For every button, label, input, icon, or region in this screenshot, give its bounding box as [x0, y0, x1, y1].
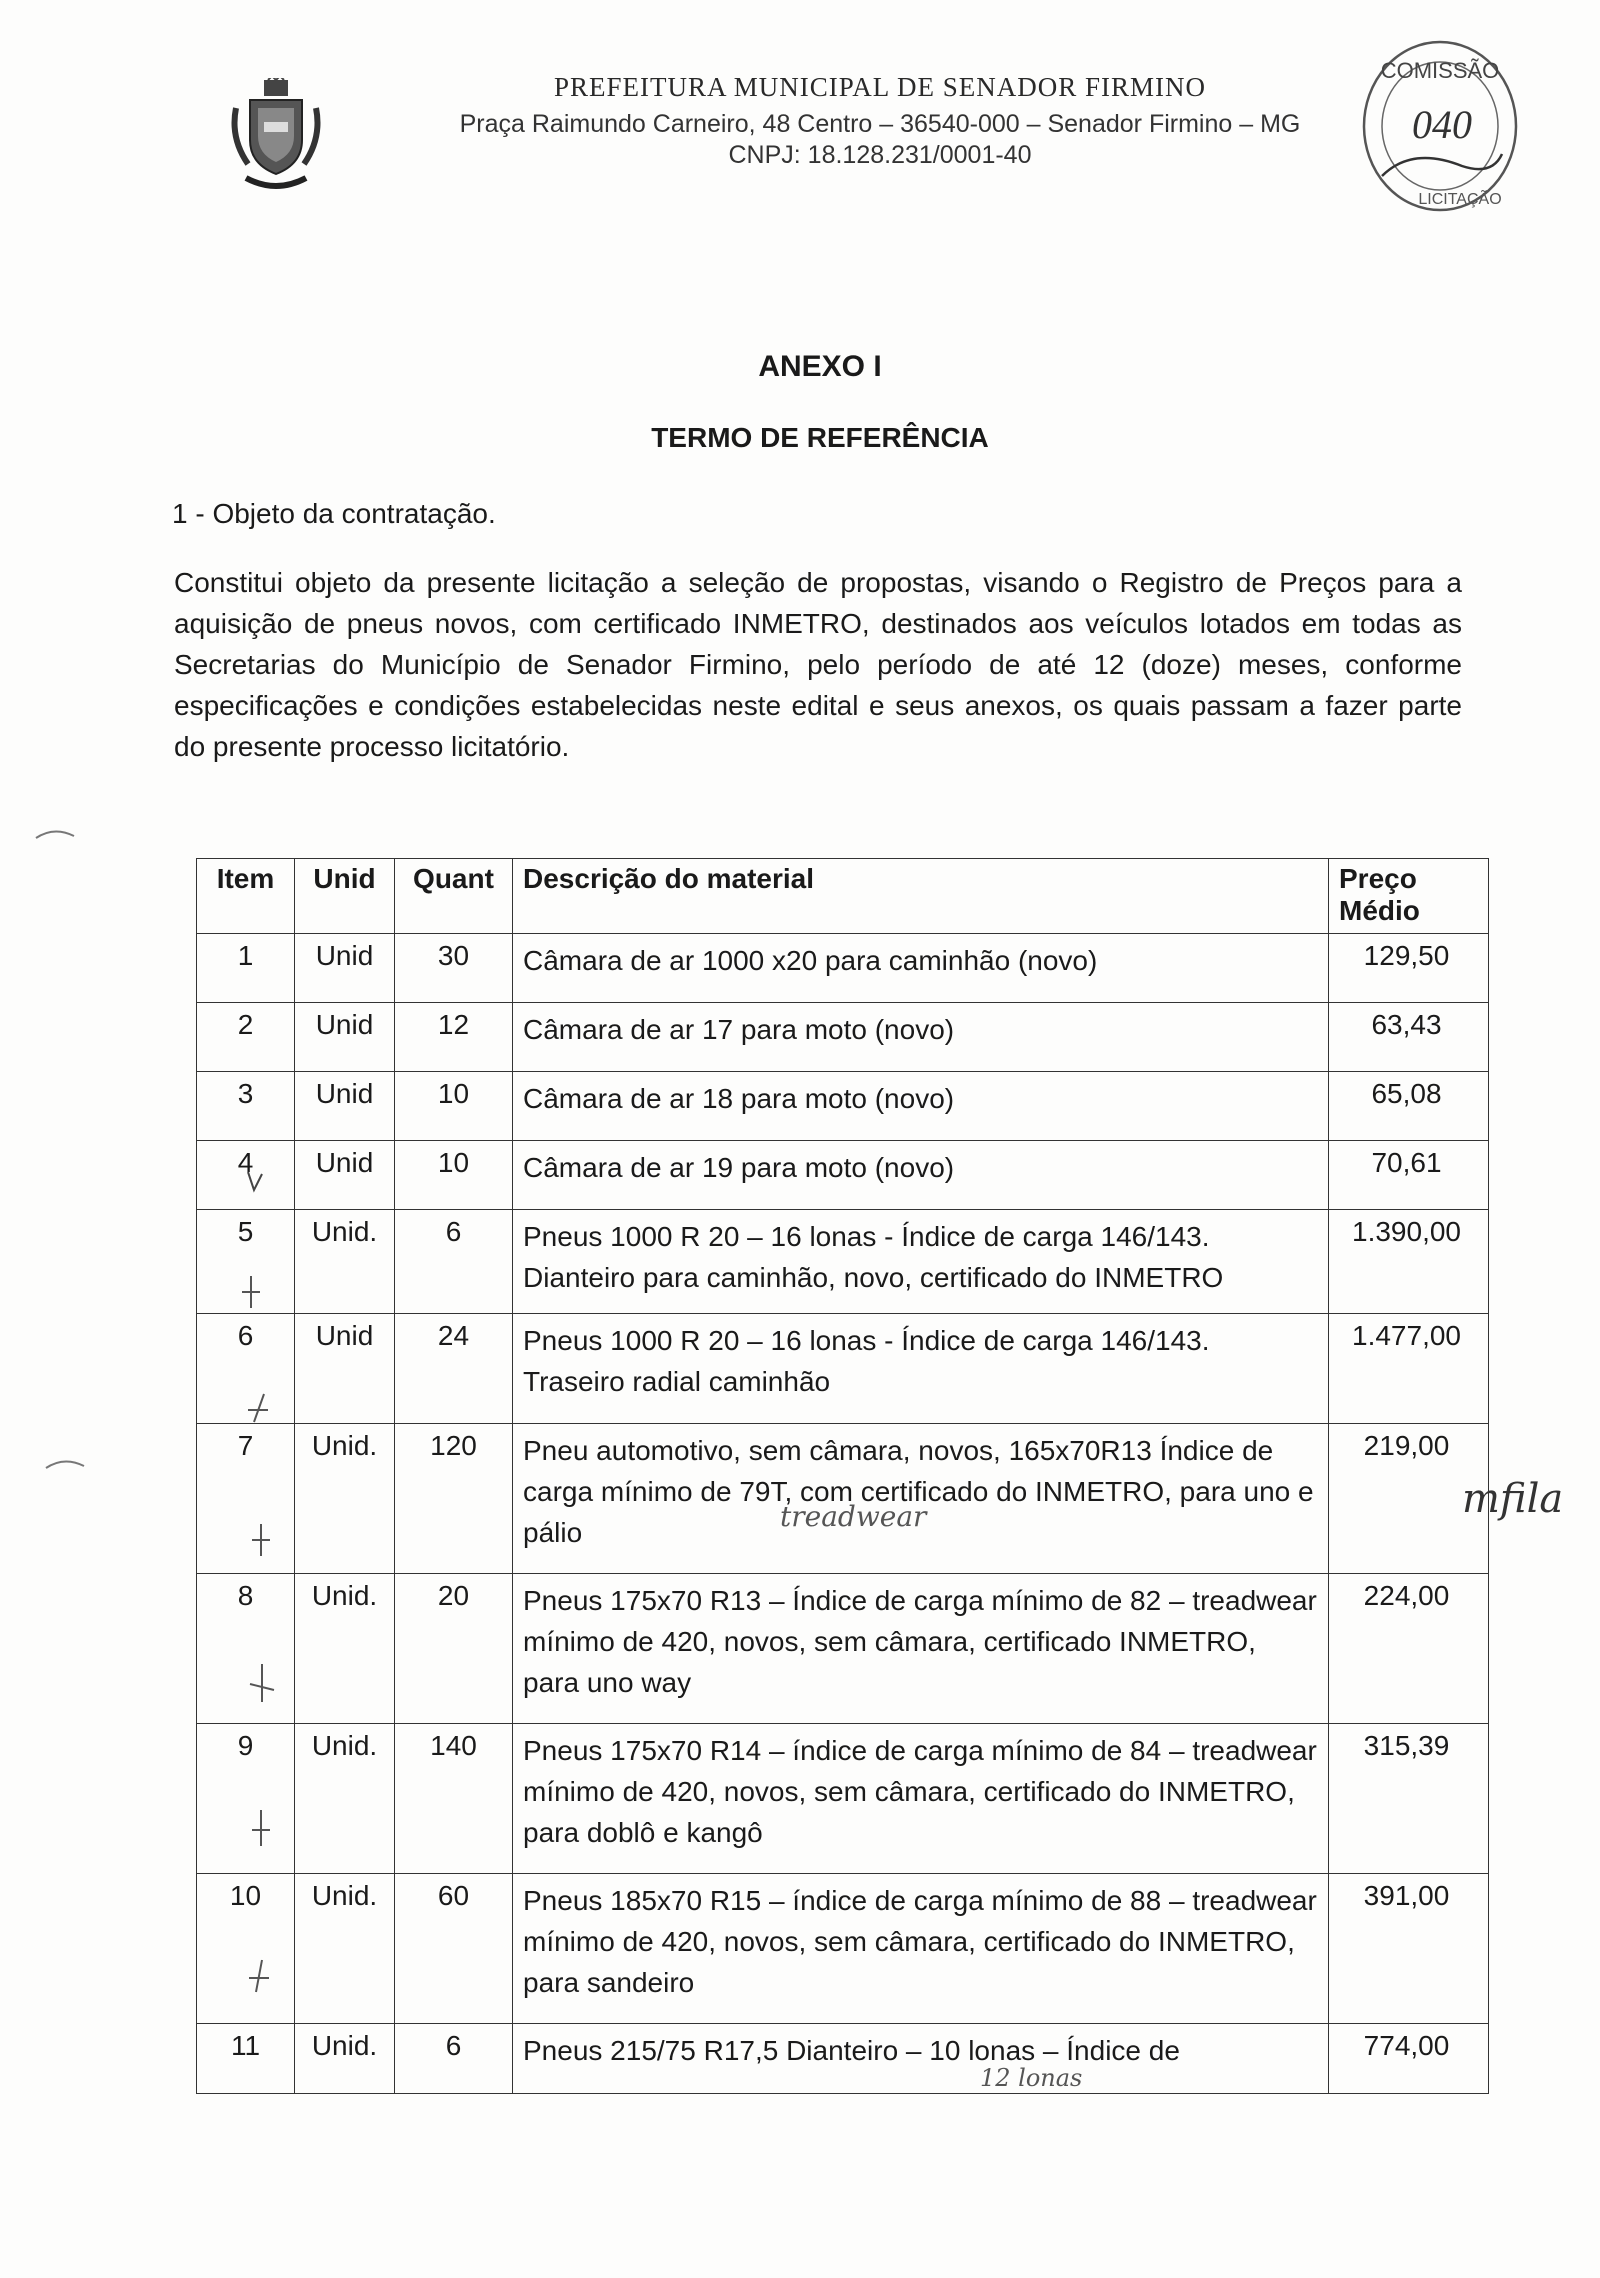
cell-unid: Unid. — [295, 2024, 395, 2094]
cell-item: 8 — [197, 1574, 295, 1724]
cell-item: 10 — [197, 1874, 295, 2024]
table-header-row — [197, 859, 1489, 934]
cell-description: Câmara de ar 1000 x20 para caminhão (novo) — [513, 934, 1329, 1003]
cell-quant: 6 — [395, 2024, 513, 2094]
cell-price: 774,00 — [1329, 2024, 1489, 2094]
cell-price: 224,00 — [1329, 1574, 1489, 1724]
header-price: Preço Médio — [1329, 859, 1489, 934]
stamp-number: 040 — [1412, 102, 1472, 147]
annex-title: ANEXO I — [758, 350, 882, 383]
cell-quant: 24 — [395, 1314, 513, 1424]
cross-mark-icon — [246, 1520, 276, 1560]
header-description: Descrição do material — [513, 859, 1329, 934]
cell-price: 1.477,00 — [1329, 1314, 1489, 1424]
institution-name: PREFEITURA MUNICIPAL DE SENADOR FIRMINO — [553, 72, 1207, 102]
cell-unid: Unid. — [295, 1574, 395, 1724]
handwritten-side-note: mfila — [1462, 1476, 1564, 1522]
cell-unid: Unid — [295, 1314, 395, 1424]
cell-unid: Unid. — [295, 1874, 395, 2024]
stamp-bottom-text: LICITAÇÃO — [1418, 191, 1502, 208]
cell-item: 6 — [197, 1314, 295, 1424]
cell-item: 4 — [197, 1141, 295, 1210]
cell-description: Câmara de ar 17 para moto (novo) — [513, 1003, 1329, 1072]
cross-mark-icon — [244, 1388, 274, 1428]
price-table — [196, 858, 1489, 2094]
header-item: Item — [197, 859, 295, 934]
cell-price: 129,50 — [1329, 934, 1489, 1003]
cell-quant: 10 — [395, 1141, 513, 1210]
handwritten-note-12-lonas: 12 lonas — [980, 2064, 1083, 2092]
table-row — [197, 2024, 1489, 2094]
stamp-top-text: COMISSÃO — [1380, 58, 1500, 83]
table-row — [197, 1574, 1489, 1724]
cross-mark-icon — [246, 1806, 276, 1850]
cell-quant: 6 — [395, 1210, 513, 1314]
cell-price: 1.390,00 — [1329, 1210, 1489, 1314]
cell-description: Pneus 1000 R 20 – 16 lonas - Índice de carga 146/143. Dianteiro para caminhão, novo, certificado do INMETRO — [513, 1210, 1329, 1314]
cell-description: Pneu automotivo, sem câmara, novos, 165x70R13 Índice de carga mínimo de 79T, com certificado do INMETRO, para uno e pálio — [513, 1424, 1329, 1574]
municipal-crest-icon — [228, 78, 324, 194]
reference-title: TERMO DE REFERÊNCIA — [651, 422, 989, 453]
cell-quant: 140 — [395, 1724, 513, 1874]
cell-description: Câmara de ar 19 para moto (novo) — [513, 1141, 1329, 1210]
cell-description: Pneus 175x70 R14 – índice de carga mínimo de 84 – treadwear mínimo de 420, novos, sem câmara, certificado do INMETRO, para doblô e kangô — [513, 1724, 1329, 1874]
cell-quant: 20 — [395, 1574, 513, 1724]
header-quant: Quant — [395, 859, 513, 934]
table-row — [197, 934, 1489, 1003]
section-title: 1 - Objeto da contratação. — [172, 498, 496, 529]
cell-price: 63,43 — [1329, 1003, 1489, 1072]
cell-quant: 12 — [395, 1003, 513, 1072]
cell-description: Pneus 215/75 R17,5 Dianteiro – 10 lonas – Índice de — [513, 2024, 1329, 2094]
cross-mark-icon — [236, 1272, 266, 1312]
cell-quant: 10 — [395, 1072, 513, 1141]
cell-item: 3 — [197, 1072, 295, 1141]
cell-unid: Unid. — [295, 1724, 395, 1874]
cell-price: 65,08 — [1329, 1072, 1489, 1141]
cell-price: 219,00 — [1329, 1424, 1489, 1574]
institution-cnpj: CNPJ: 18.128.231/0001-40 — [728, 141, 1032, 169]
cell-unid: Unid — [295, 934, 395, 1003]
table-row — [197, 1314, 1489, 1424]
cell-item: 7 — [197, 1424, 295, 1574]
cell-price: 315,39 — [1329, 1724, 1489, 1874]
cell-description: Câmara de ar 18 para moto (novo) — [513, 1072, 1329, 1141]
cell-unid: Unid. — [295, 1424, 395, 1574]
cell-price: 70,61 — [1329, 1141, 1489, 1210]
cross-mark-icon — [244, 1660, 280, 1706]
cell-item: 9 — [197, 1724, 295, 1874]
table-row — [197, 1141, 1489, 1210]
table-row — [197, 1724, 1489, 1874]
cell-item: 1 — [197, 934, 295, 1003]
cell-unid: Unid. — [295, 1210, 395, 1314]
header-unid: Unid — [295, 859, 395, 934]
margin-scribble-icon — [44, 1454, 88, 1474]
cell-quant: 60 — [395, 1874, 513, 2024]
cell-description: Pneus 1000 R 20 – 16 lonas - Índice de carga 146/143. Traseiro radial caminhão — [513, 1314, 1329, 1424]
cell-item: 2 — [197, 1003, 295, 1072]
margin-scribble-icon — [34, 824, 78, 844]
cell-quant: 120 — [395, 1424, 513, 1574]
object-paragraph: Constitui objeto da presente licitação a seleção de propostas, visando o Registro de Preços para a aquisição de pneus novos, com certificado INMETRO, destinados aos veículos lotados em todas as Secretarias do Município de Senador Firmino, pelo período de até 12 (doze) meses, conforme especificações e condições estabelecidas neste edital e seus anexos, os quais passam a fazer parte do presente processo licitatório. — [174, 567, 1462, 762]
institution-address: Praça Raimundo Carneiro, 48 Centro – 36540-000 – Senador Firmino – MG — [459, 110, 1301, 138]
table-row — [197, 1424, 1489, 1574]
handwritten-note-treadwear: treadwear — [780, 1500, 927, 1533]
cell-price: 391,00 — [1329, 1874, 1489, 2024]
cross-mark-icon — [244, 1956, 274, 1996]
cell-unid: Unid — [295, 1072, 395, 1141]
cell-item: 5 — [197, 1210, 295, 1314]
table-row — [197, 1003, 1489, 1072]
cell-quant: 30 — [395, 934, 513, 1003]
cell-unid: Unid — [295, 1003, 395, 1072]
check-mark-icon — [240, 1170, 270, 1210]
cell-description: Pneus 175x70 R13 – Índice de carga mínimo de 82 – treadwear mínimo de 420, novos, sem câmara, certificado INMETRO, para uno way — [513, 1574, 1329, 1724]
commission-stamp — [1352, 26, 1522, 216]
table-row — [197, 1072, 1489, 1141]
table-row — [197, 1874, 1489, 2024]
cell-item: 11 — [197, 2024, 295, 2094]
cell-description: Pneus 185x70 R15 – índice de carga mínimo de 88 – treadwear mínimo de 420, novos, sem câmara, certificado do INMETRO, para sandeiro — [513, 1874, 1329, 2024]
cell-unid: Unid — [295, 1141, 395, 1210]
table-row — [197, 1210, 1489, 1314]
